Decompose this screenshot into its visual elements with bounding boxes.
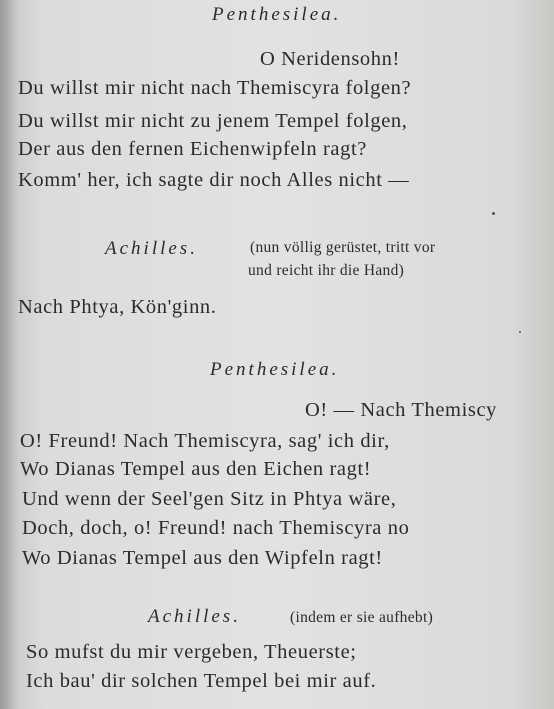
verse-line: Du willst mir nicht zu jenem Tempel folgen, [18, 110, 408, 132]
speaker-name: Penthesilea. [210, 359, 340, 380]
speaker-name: Achilles. [148, 606, 241, 627]
verse-line: Doch, doch, o! Freund! nach Themiscyra no [22, 517, 410, 539]
verse-line: O! Freund! Nach Themiscyra, sag' ich dir, [20, 430, 390, 452]
verse-line: Komm' her, ich sagte dir noch Alles nicht — [18, 169, 410, 191]
verse-line: Der aus den fernen Eichenwipfeln ragt? [18, 138, 367, 160]
verse-line: Und wenn der Seel'gen Sitz in Phtya wäre, [22, 488, 397, 510]
verse-line: Nach Phtya, Kön'ginn. [18, 296, 217, 318]
verse-line: So mufst du mir vergeben, Theuerste; [26, 641, 357, 663]
verse-line: O! — Nach Themiscy [305, 399, 498, 421]
ink-speck [492, 212, 495, 215]
speaker-name: Penthesilea. [212, 4, 342, 25]
stage-direction: (indem er sie aufhebt) [290, 609, 434, 626]
verse-line: Wo Dianas Tempel aus den Eichen ragt! [20, 458, 372, 480]
speaker-name: Achilles. [105, 238, 198, 259]
verse-line: Ich bau' dir solchen Tempel bei mir auf. [26, 670, 377, 692]
verse-line: Wo Dianas Tempel aus den Wipfeln ragt! [22, 547, 383, 569]
verse-line: Du willst mir nicht nach Themiscyra folgen? [18, 77, 412, 99]
stage-direction: und reicht ihr die Hand) [248, 262, 405, 279]
verse-line: O Neridensohn! [260, 48, 400, 70]
stage-direction: (nun völlig gerüstet, tritt vor [250, 239, 436, 256]
ink-speck [519, 331, 521, 333]
